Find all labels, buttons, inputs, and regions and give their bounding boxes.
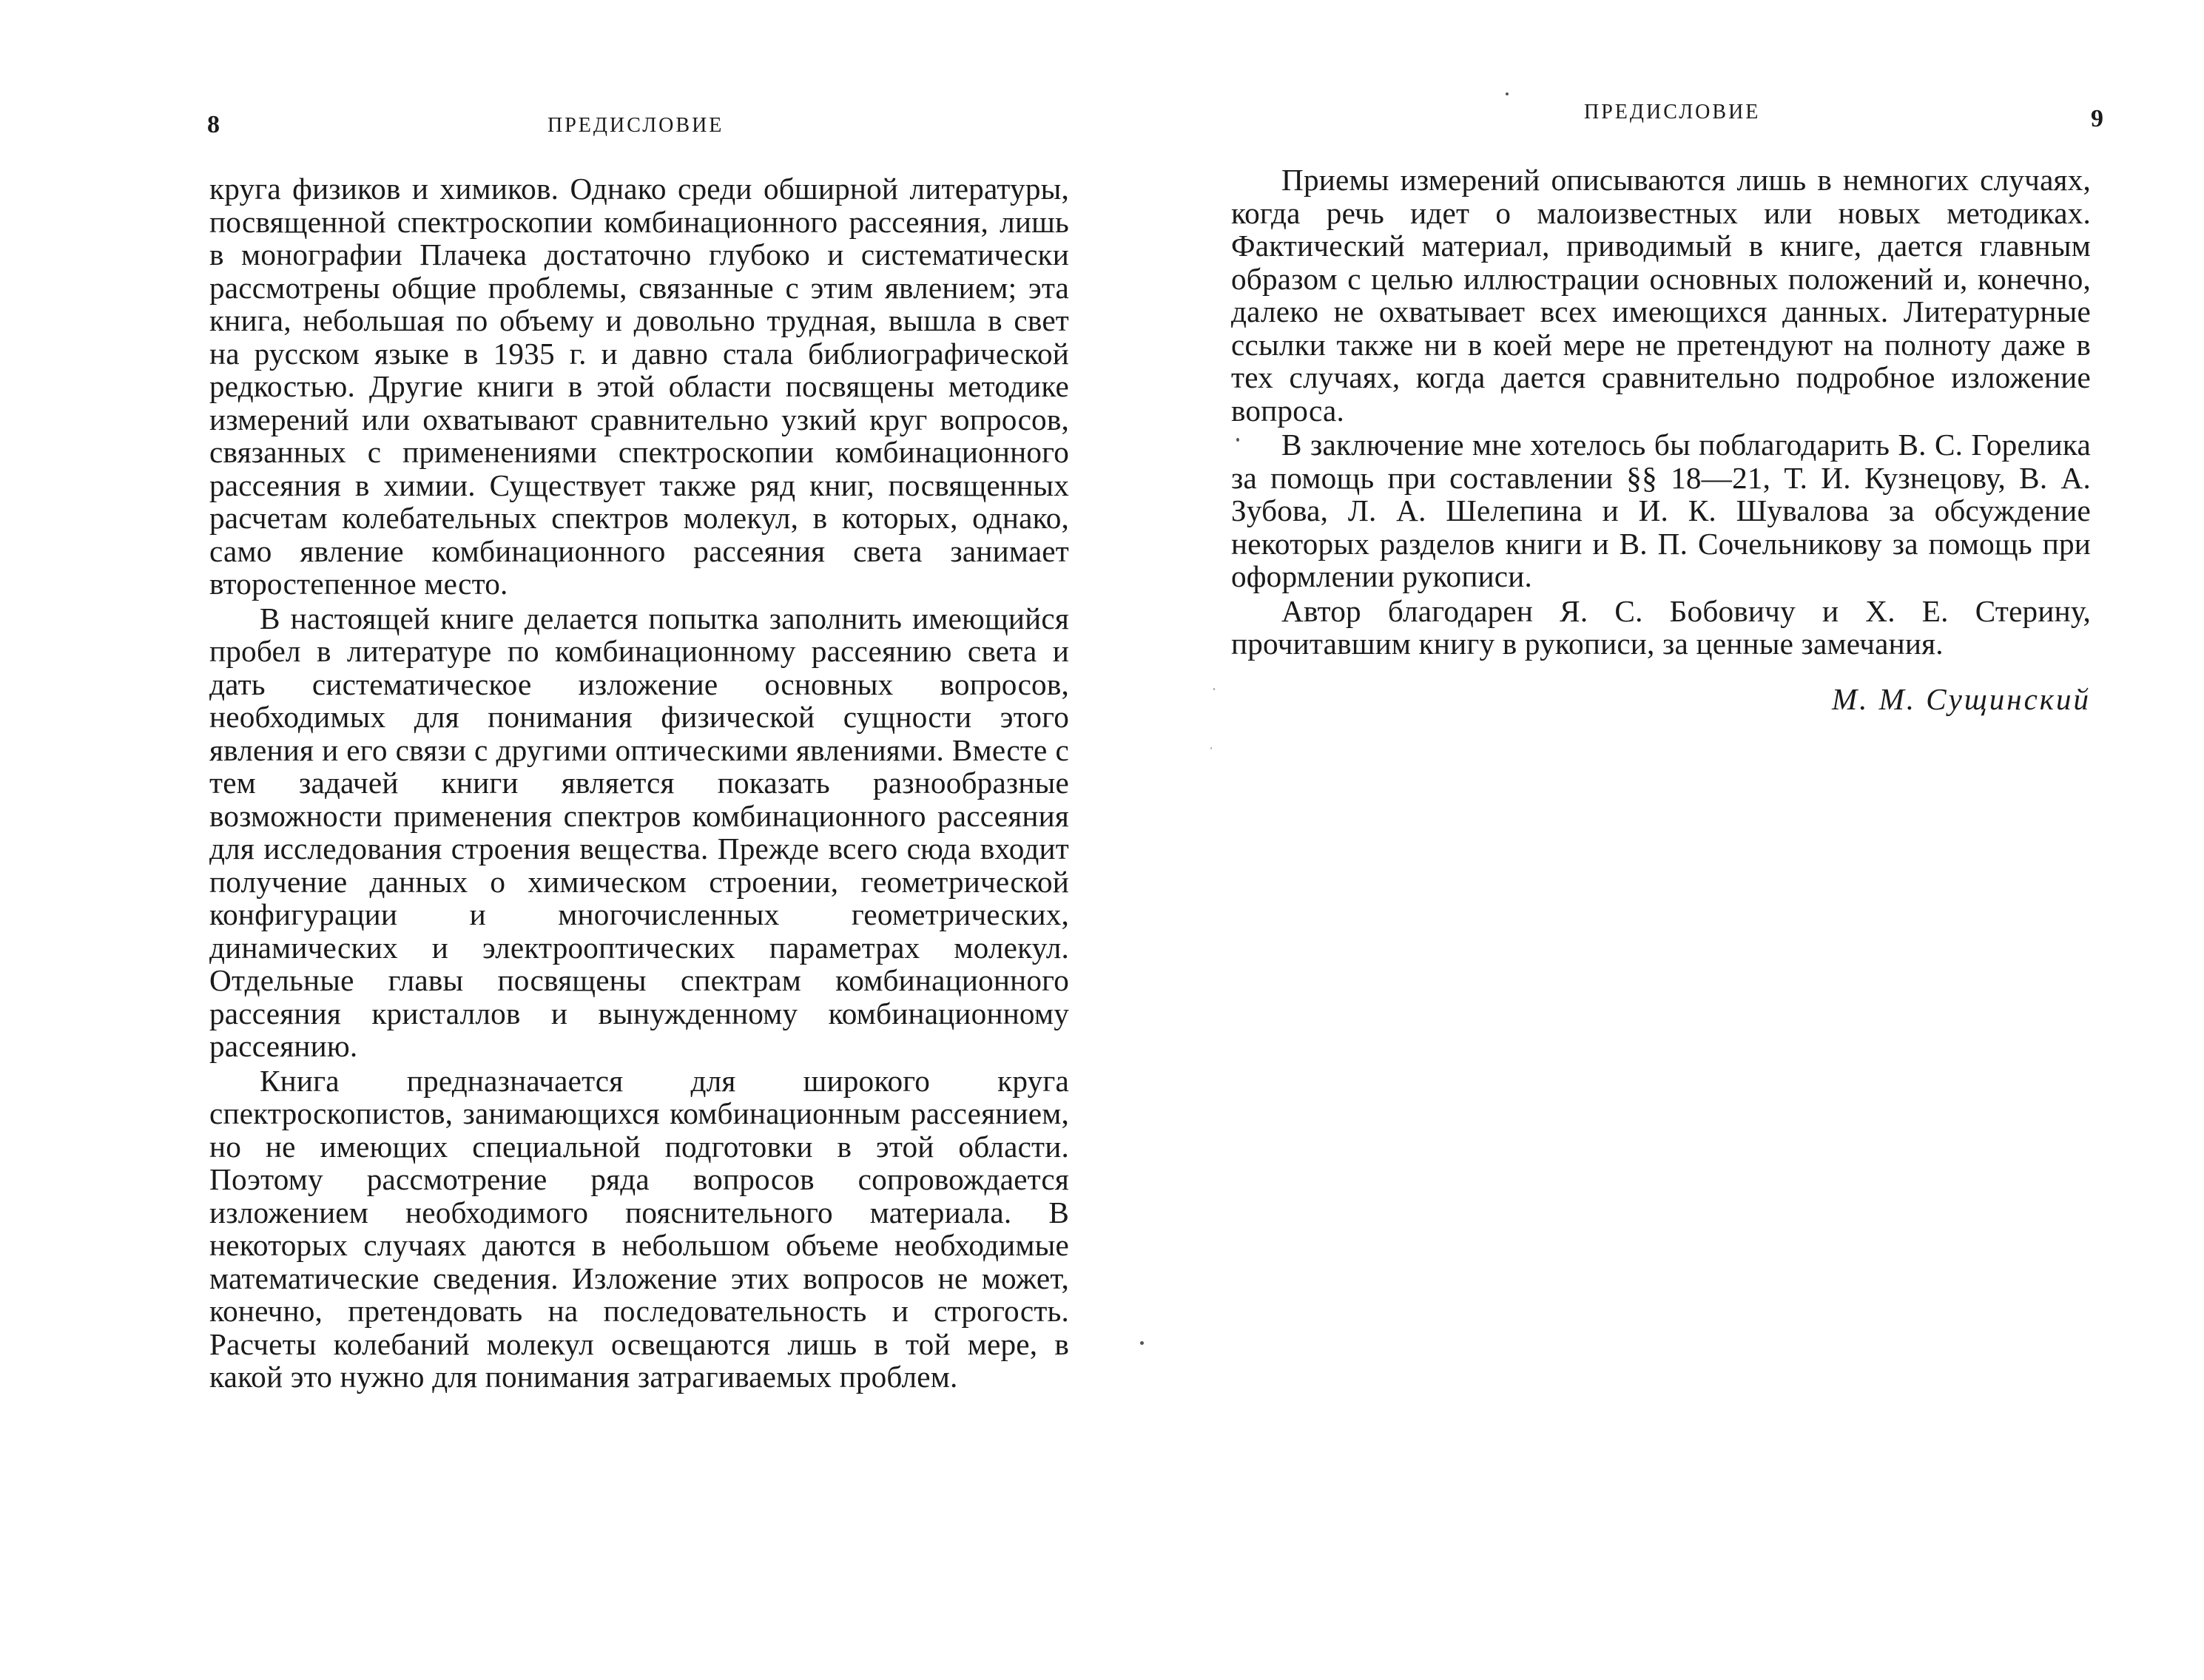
scan-speck: [1213, 688, 1215, 690]
body-text: [1231, 163, 2091, 661]
paragraph: круга физиков и химиков. Однако среди обширной литературы, посвященной спектроскопии комбинационного рассеяния, лишь в монографии Плачека достаточно глубоко и систематически рассмотрены общие проблемы, связанные с этим явлением; эта книга, небольшая по объему и довольно трудная, вышла в свет на русском языке в 1935 г. и давно стала библиографической редкостью. Другие книги в этой области посвящены методике измерений или охватывают сравнительно узкий круг вопросов, связанных с применениями спектроскопии комбинационного рассеяния в химии. Существует также ряд книг, посвященных расчетам колебательных спектров молекул, в которых, однако, само явление комбинационного рассеяния света занимает второстепенное место.: [209, 172, 1069, 601]
scan-speck: [1506, 92, 1509, 95]
paragraph: В настоящей книге делается попытка заполнить имеющийся пробел в литературе по комбинационному рассеянию света и дать систематическое изложение основных вопросов, необходимых для понимания физической сущности этого явления и его связи с другими оптическими явлениями. Вместе с тем задачей книги является показать разнообразные возможности применения спектров комбинационного рассеяния для исследования строения вещества. Прежде всего сюда входит получение данных о химическом строении, геометрической конфигурации и многочисленных геометрических, динамических и электрооптических параметрах молекул. Отдельные главы посвящены спектрам комбинационного рассеяния кристаллов и вынужденному комбинационному рассеянию.: [209, 601, 1069, 1063]
scan-speck: [1210, 747, 1212, 749]
page-number: 9: [2091, 105, 2103, 132]
page-number: 8: [207, 111, 220, 138]
paragraph: Автор благодарен Я. С. Бобовичу и Х. Е. Стерину, прочитавшим книгу в рукописи, за ценные замечания.: [1231, 593, 2091, 661]
scan-speck: [1236, 438, 1239, 442]
body-text: [209, 172, 1069, 1394]
author-signature: М. М. Сущинский: [1831, 682, 2091, 716]
right-page: [1102, 0, 2204, 1680]
scan-speck: [1140, 1341, 1144, 1345]
paragraph: В заключение мне хотелось бы поблагодарить В. С. Горелика за помощь при составлении §§ 18—21, Т. И. Кузнецову, В. А. Зубова, Л. А. Шелепина и И. К. Шувалова за обсуждение некоторых разделов книги и В. П. Сочельникову за помощь при оформлении рукописи.: [1231, 428, 2091, 593]
running-head: ПРЕДИСЛОВИЕ: [1584, 101, 1761, 124]
paragraph: Приемы измерений описываются лишь в немногих случаях, когда речь идет о малоизвестных или новых методиках. Фактический материал, приводимый в книге, дается главным образом с целью иллюстрации основных положений и, конечно, далеко не охватывает всех имеющихся данных. Литературные ссылки также ни в коей мере не претендуют на полноту даже в тех случаях, когда дается сравнительно подробное изложение вопроса.: [1231, 163, 2091, 428]
running-head: ПРЕДИСЛОВИЕ: [547, 114, 724, 137]
paragraph: Книга предназначается для широкого круга спектроскопистов, занимающихся комбинационным рассеянием, но не имеющих специальной подготовки в этой области. Поэтому рассмотрение ряда вопросов сопровождается изложением необходимого пояснительного материала. В некоторых случаях даются в небольшом объеме необходимые математические сведения. Изложение этих вопросов не может, конечно, претендовать на последовательность и строгость. Расчеты колебаний молекул освещаются лишь в той мере, в какой это нужно для понимания затрагиваемых проблем.: [209, 1063, 1069, 1394]
